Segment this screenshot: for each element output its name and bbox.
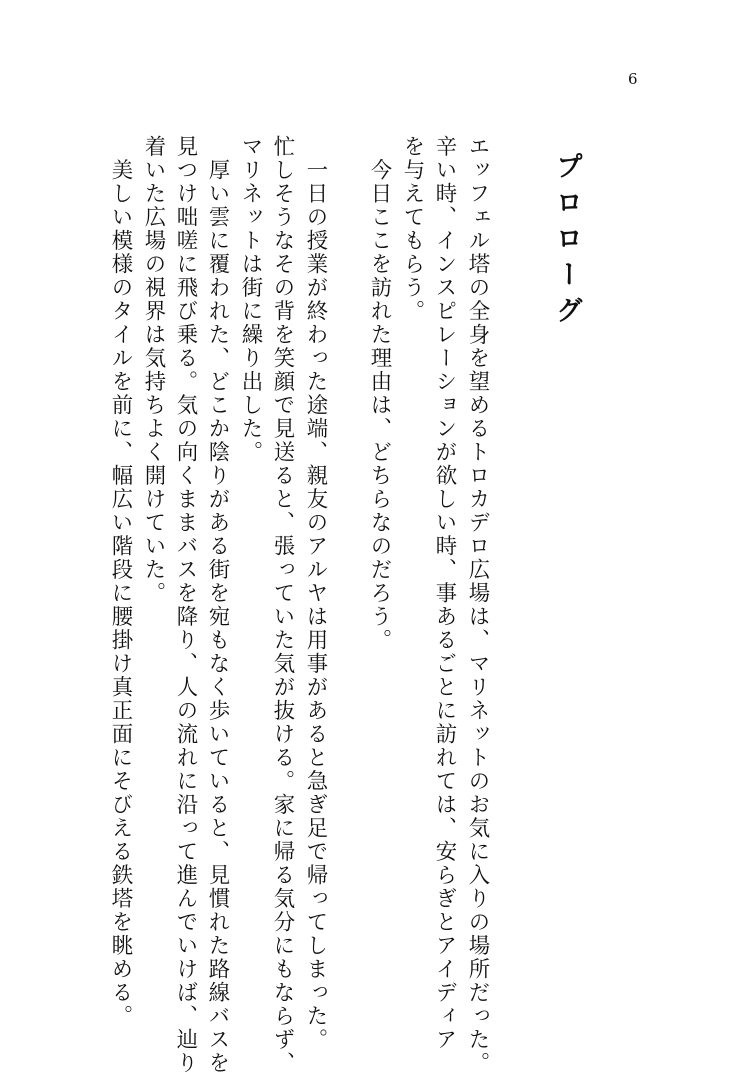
text-line: マリネットは街に繰り出した。: [238, 135, 263, 464]
text-line: 今日ここを訪れた理由は、どちらなのだろう。: [367, 135, 392, 652]
text-line: を与えてもらう。: [400, 135, 425, 323]
text-line: 忙しそうなその背を笑顔で見送ると、張っていた気が抜ける。家に帰る気分にもならず、: [270, 135, 295, 1075]
chapter-title: プロローグ: [551, 152, 582, 332]
text-line: 一日の授業が終わった途端、親友のアルヤは用事があると急ぎ足で帰ってしまった。: [303, 135, 328, 1052]
text-line: 厚い雲に覆われた、どこか陰りがある街を宛もなく歩いていると、見慣れた路線バスを: [205, 135, 230, 1075]
text-line: 美しい模様のタイルを前に、幅広い階段に腰掛け真正面にそびえる鉄塔を眺める。: [108, 135, 133, 1028]
text-line: 辛い時、インスピレーションが欲しい時、事あるごとに訪れては、安らぎとアイディア: [432, 135, 457, 1052]
text-line: エッフェル塔の全身を望めるトロカデロ広場は、マリネットのお気に入りの場所だった。: [465, 135, 490, 1075]
page-number: 6: [628, 70, 638, 88]
text-line: 見つけ咄嗟に飛び乗る。気の向くままバスを降り、人の流れに沿って進んでいけば、辿り: [173, 135, 198, 1075]
text-line: 着いた広場の視界は気持ちよく開けていた。: [141, 135, 166, 605]
